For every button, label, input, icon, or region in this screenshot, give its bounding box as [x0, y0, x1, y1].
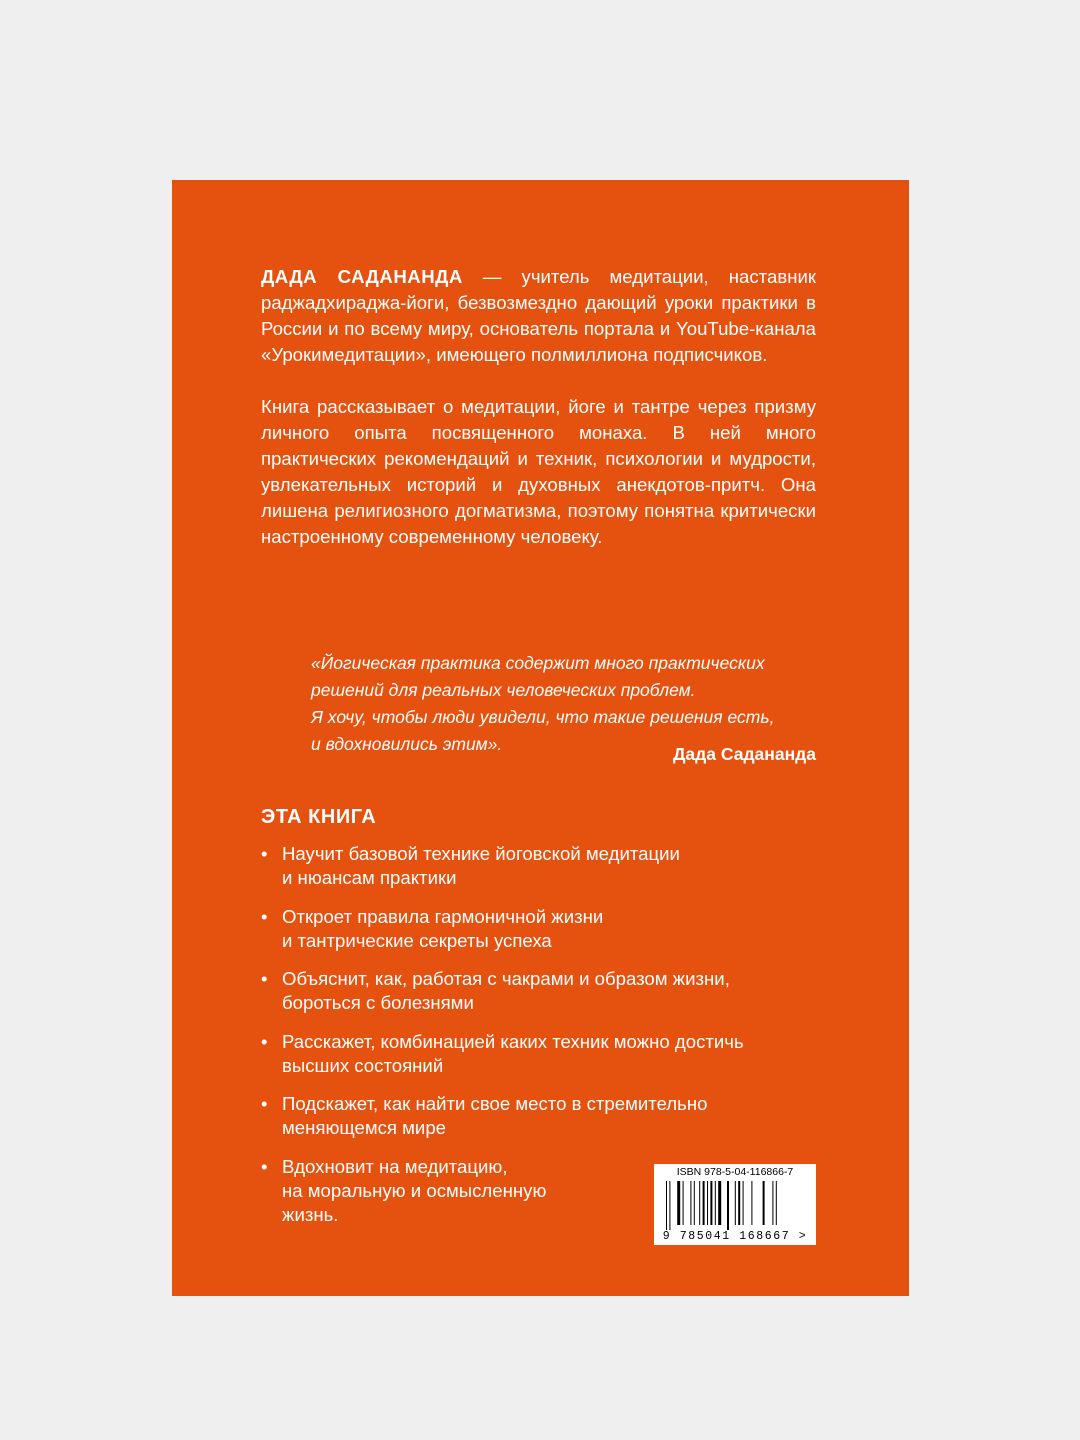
author-bio: — учитель медитации, наставник раджадхираджа-йоги, безвозмездно дающий уроки практики в России и по всему миру, основатель портала и YouTube-канала «Урокимедитации», имеющего полмиллиона подписчиков.: [261, 266, 816, 365]
list-item-text: на моральную и осмысленную: [282, 1179, 547, 1201]
bullet-icon: •: [261, 1030, 268, 1052]
list-item-text: Откроет правила гармоничной жизни: [282, 905, 604, 927]
list-item-text: Подскажет, как найти свое место в стремительно: [282, 1093, 708, 1114]
book-back-cover: [172, 180, 909, 1296]
bullet-icon: •: [261, 843, 268, 864]
barcode-bar: [703, 1181, 705, 1225]
barcode-bar: [743, 1181, 744, 1225]
barcode-bar: [694, 1181, 695, 1225]
list-item-text: Вдохновит на медитацию,: [282, 1155, 508, 1177]
barcode-bar: [710, 1181, 712, 1225]
list-item-text: и тантрические секреты успеха: [282, 929, 552, 951]
quote-line: Я хочу, чтобы люди увидели, что такие решения есть,: [311, 707, 775, 727]
barcode-bar: [683, 1181, 684, 1225]
isbn-label: ISBN 978-5-04-116866-7: [676, 1166, 794, 1178]
list-item: [261, 1030, 841, 1078]
barcode-digits: 9 785041 168667 >: [662, 1230, 808, 1243]
barcode-bar: [677, 1181, 680, 1225]
bullet-icon: •: [261, 1155, 268, 1177]
isbn-barcode: [654, 1164, 816, 1245]
section-title: ЭТА КНИГА: [261, 806, 377, 828]
bullet-icon: •: [261, 1093, 268, 1114]
barcode-bar: [763, 1181, 765, 1225]
list-item-text: меняющемся мире: [282, 1117, 447, 1138]
quote-author: Дада Садананда: [672, 744, 816, 764]
list-item: [261, 1092, 841, 1140]
author-bio-paragraph: [261, 264, 816, 368]
barcode-bar: [699, 1181, 700, 1225]
barcode-bar: [707, 1181, 708, 1225]
barcode-bar: [772, 1181, 773, 1225]
barcode-bar: [776, 1181, 777, 1225]
barcode-bars-icon: [666, 1181, 804, 1231]
quote-line: решений для реальных человеческих проблем.: [311, 680, 696, 700]
list-item-text: Объяснит, как, работая с чакрами и образом жизни,: [282, 968, 730, 989]
barcode-bar: [751, 1181, 752, 1225]
list-item-text: Расскажет, комбинацией каких техник можно достичь: [282, 1030, 744, 1052]
quote-line: «Йогическая практика содержит много практических: [311, 653, 765, 673]
barcode-bar: [690, 1181, 691, 1225]
barcode-bar: [669, 1181, 670, 1231]
author-name: ДАДА САДАНАНДА: [261, 266, 463, 287]
list-item: [261, 905, 841, 953]
barcode-bar: [666, 1181, 667, 1231]
list-item: [261, 967, 841, 1015]
list-item-text: жизнь.: [282, 1203, 339, 1225]
barcode-bar: [718, 1181, 721, 1225]
quote-line: и вдохновились этим».: [311, 734, 503, 754]
barcode-bar: [738, 1181, 740, 1225]
barcode-bar: [715, 1181, 716, 1225]
list-item-text: бороться с болезнями: [282, 992, 474, 1013]
book-description: Книга рассказывает о медитации, йоге и тантре через призму личного опыта посвященного монаха. В ней много практических рекомендаций и техник, психологии и мудрости, увлекательных историй и духовных анекдотов-притч. Она лишена религиозного догматизма, поэтому понятна критически настроенному современному человеку.: [261, 396, 816, 547]
bullet-icon: •: [261, 968, 268, 989]
list-item: [261, 842, 841, 890]
list-item-text: и нюансам практики: [282, 867, 457, 888]
bullet-icon: •: [261, 905, 268, 927]
text-block: [261, 264, 816, 550]
barcode-bar: [735, 1181, 736, 1225]
list-item-text: высших состояний: [282, 1054, 444, 1076]
list-item-text: Научит базовой технике йоговской медитации: [282, 843, 680, 864]
barcode-bar: [727, 1181, 729, 1231]
author-quote: [311, 650, 816, 764]
